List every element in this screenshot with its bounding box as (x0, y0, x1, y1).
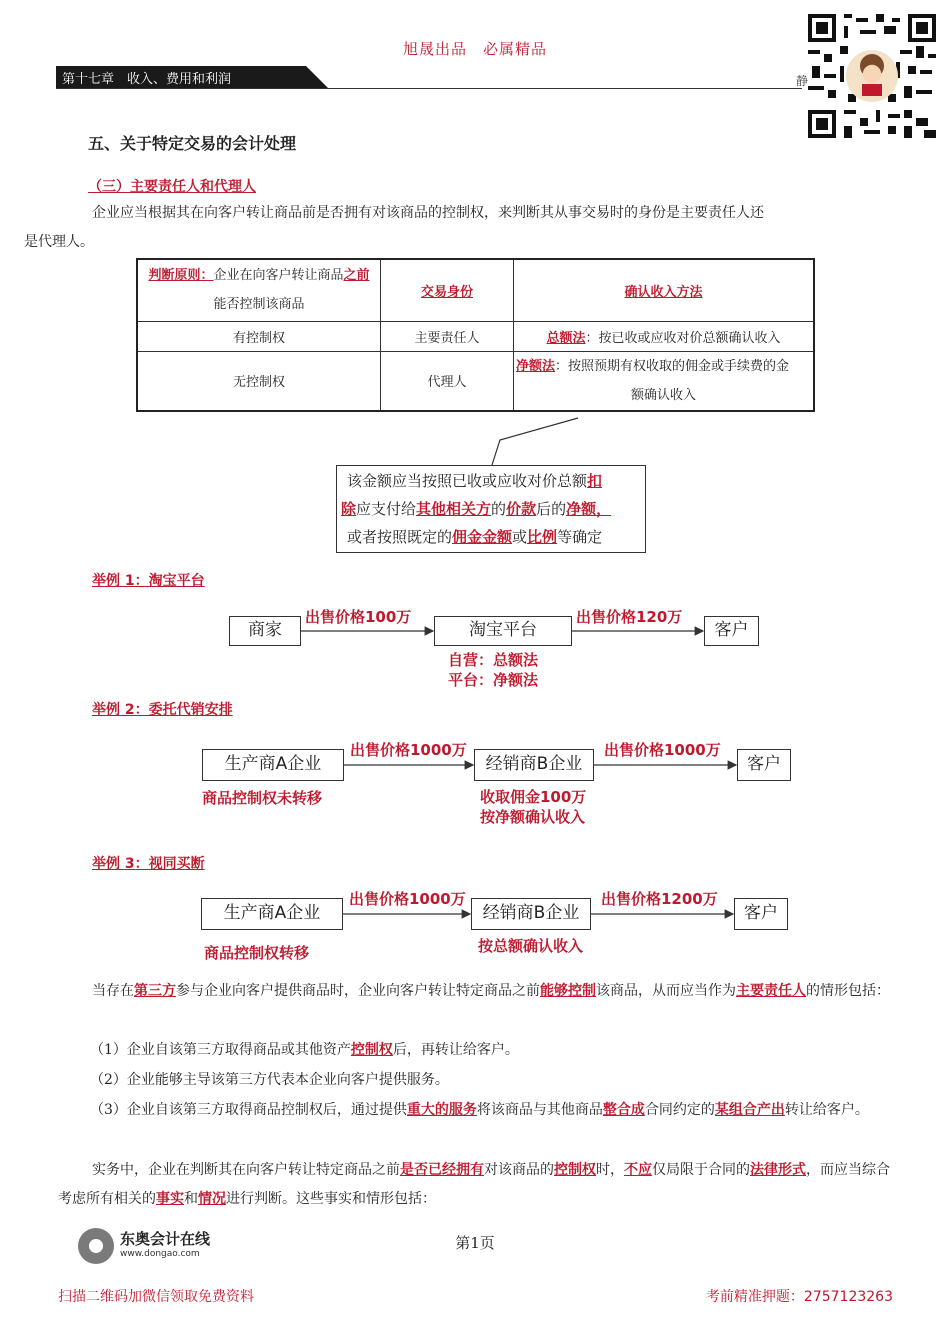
item-text: （3）企业自该第三方取得商品控制权后，通过提供 (90, 1102, 407, 1118)
row2-identity: 代理人 (381, 351, 514, 411)
practice-paragraph (58, 1156, 896, 1214)
item-emph: 重大的服务 (406, 1102, 477, 1118)
example2-note-commission: 收取佣金100万 (480, 788, 587, 806)
para-text: 进行判断。这些事实和情形包括： (226, 1191, 436, 1207)
list-item: （2）企业能够主导该第三方代表本企业向客户提供服务。 (90, 1072, 449, 1088)
example1-box-customer: 客户 (704, 616, 759, 646)
example2-note-net: 按净额确认收入 (480, 808, 586, 826)
row2-method-line2: 额确认收入 (630, 387, 696, 403)
callout-text: 的 (491, 500, 507, 518)
row2-method-key: 净额法 (516, 358, 556, 374)
example2-note-producer: 商品控制权未转移 (202, 789, 323, 807)
sub-title: （三）主要责任人和代理人 (88, 179, 256, 195)
header-slogan: 旭晟出品 必属精品 (402, 40, 547, 58)
section-title: 五、关于特定交易的会计处理 (88, 134, 297, 153)
para-text: 当存在 (92, 983, 134, 999)
example3-note-gross: 按总额确认收入 (478, 937, 584, 955)
example2-box-customer: 客户 (737, 749, 791, 781)
example1-box-platform: 淘宝平台 (434, 616, 572, 646)
callout-emph: 其他相关方 (416, 500, 492, 518)
callout-emph: 扣 (587, 472, 603, 490)
item-emph: 某组合产 (714, 1102, 771, 1118)
chapter-title: 第十七章 收入、费用和利润 (62, 72, 232, 87)
footer-right-text: 考前精准押题：2757123263 (705, 1289, 893, 1305)
head-principle-before: 之前 (343, 268, 370, 284)
row2-control: 无控制权 (137, 351, 381, 411)
item-emph: 出 (770, 1102, 785, 1118)
row2-method-text: ：按照预期有权收取的佣金或手续费的金 (555, 358, 790, 374)
example2-price-bc: 出售价格1000万 (604, 741, 721, 759)
para-emph: 第三方 (134, 983, 176, 999)
para-text: 时， (596, 1162, 624, 1178)
para-text: 和 (184, 1191, 198, 1207)
para-text: 实务中，企业在判断其在向客户转让特定商品之前 (92, 1162, 400, 1178)
example3-price-bc: 出售价格1200万 (601, 890, 718, 908)
para-text: 的情形包括： (806, 983, 890, 999)
para-text: 对该商品的 (484, 1162, 554, 1178)
para-text: 仅局限于合同的 (652, 1162, 750, 1178)
para-emph: 法 (750, 1162, 764, 1178)
item-text: 合同约定的 (644, 1102, 715, 1118)
list-item (90, 1036, 519, 1065)
principal-paragraph (58, 977, 896, 1006)
table-head-identity: 交易身份 (381, 259, 514, 321)
logo-url: www.dongao.com (120, 1249, 200, 1259)
row1-method-text: ：按已收或应收对价总额确认收入 (585, 330, 781, 346)
list-item (58, 1096, 896, 1125)
para-emph: 情况 (198, 1191, 226, 1207)
para-emph: 不应 (624, 1162, 652, 1178)
para-emph: 控制权 (554, 1162, 596, 1178)
example3-box-customer: 客户 (734, 898, 788, 930)
item-text: 转让给客户。 (784, 1102, 869, 1118)
callout-emph: 佣金金额 (452, 528, 513, 546)
example2-price-ab: 出售价格1000万 (350, 741, 467, 759)
callout-text: 应支付给 (356, 500, 417, 518)
callout-text: 或 (512, 528, 528, 546)
para-emph: 能够控制 (540, 983, 596, 999)
row1-identity: 主要责任人 (381, 321, 514, 351)
item-text: （1）企业自该第三方取得商品或其他资产 (90, 1042, 351, 1058)
example3-price-ab: 出售价格1000万 (349, 890, 466, 908)
example2-title: 举例 2：委托代销安排 (92, 702, 233, 718)
item-emph: 控制权 (350, 1042, 393, 1058)
header-stub: 静 (796, 74, 809, 88)
item-emph: 整合成 (602, 1102, 645, 1118)
page-number: 第1页 (455, 1234, 495, 1252)
example2-box-distributor: 经销商B企业 (474, 749, 594, 781)
example1-price-ab: 出售价格100万 (305, 608, 412, 626)
callout-text: 或者按照既定的 (347, 528, 453, 546)
row1-method-key: 总额法 (546, 330, 586, 346)
callout-emph: 价款 (506, 500, 537, 518)
callout-text: 等确定 (557, 528, 603, 546)
callout-text: 该金额应当按照已收或应收对价总额 (347, 472, 588, 490)
logo-name: 东奥会计在线 (120, 1230, 211, 1248)
head-principle-mid: 企业在向客户转让商品 (213, 268, 344, 284)
para-text: 该商品，从而应当作为 (596, 983, 736, 999)
callout-emph: 净额， (566, 500, 612, 518)
example3-note-producer: 商品控制权转移 (204, 944, 310, 962)
para-emph: 是否已经拥有 (400, 1162, 484, 1178)
example1-box-merchant: 商家 (229, 616, 301, 646)
example3-title: 举例 3：视同买断 (92, 856, 205, 872)
table-head-method: 确认收入方法 (514, 259, 815, 321)
intro-line-1: 企业应当根据其在向客户转让商品前是否拥有对该商品的控制权，来判断其从事交易时的身份是主要责任人还 (92, 205, 764, 221)
para-emph: 主要 (736, 983, 764, 999)
callout-emph: 除 (341, 500, 357, 518)
item-text: 将该商品与其他商品 (476, 1102, 603, 1118)
head-principle-label: 判断原则： (148, 268, 214, 284)
para-text: ，而应当综合考虑所有相关的 (58, 1162, 890, 1207)
example3-box-distributor: 经销商B企业 (471, 898, 591, 930)
item-text: 后，再转让给客户。 (392, 1042, 519, 1058)
example1-title: 举例 1：淘宝平台 (92, 573, 205, 589)
head-principle-line2: 能否控制该商品 (213, 297, 305, 313)
example1-price-bc: 出售价格120万 (576, 608, 683, 626)
example3-box-producer: 生产商A企业 (201, 898, 343, 930)
para-text: 参与企业向客户提供商品时，企业向客户转让特定商品之前 (176, 983, 540, 999)
para-emph: 责任人 (764, 983, 806, 999)
intro-line-2: 是代理人。 (24, 234, 94, 250)
footer-left-text: 扫描二维码加微信领取免费资料 (58, 1289, 254, 1305)
example1-note-platform: 平台：净额法 (448, 671, 539, 689)
row1-control: 有控制权 (137, 321, 381, 351)
para-emph: 律形式 (764, 1162, 806, 1178)
para-emph: 事实 (156, 1191, 184, 1207)
example1-note-self: 自营：总额法 (448, 651, 539, 669)
example2-box-producer: 生产商A企业 (202, 749, 344, 781)
callout-text: 后的 (536, 500, 567, 518)
callout-emph: 比例 (527, 528, 558, 546)
